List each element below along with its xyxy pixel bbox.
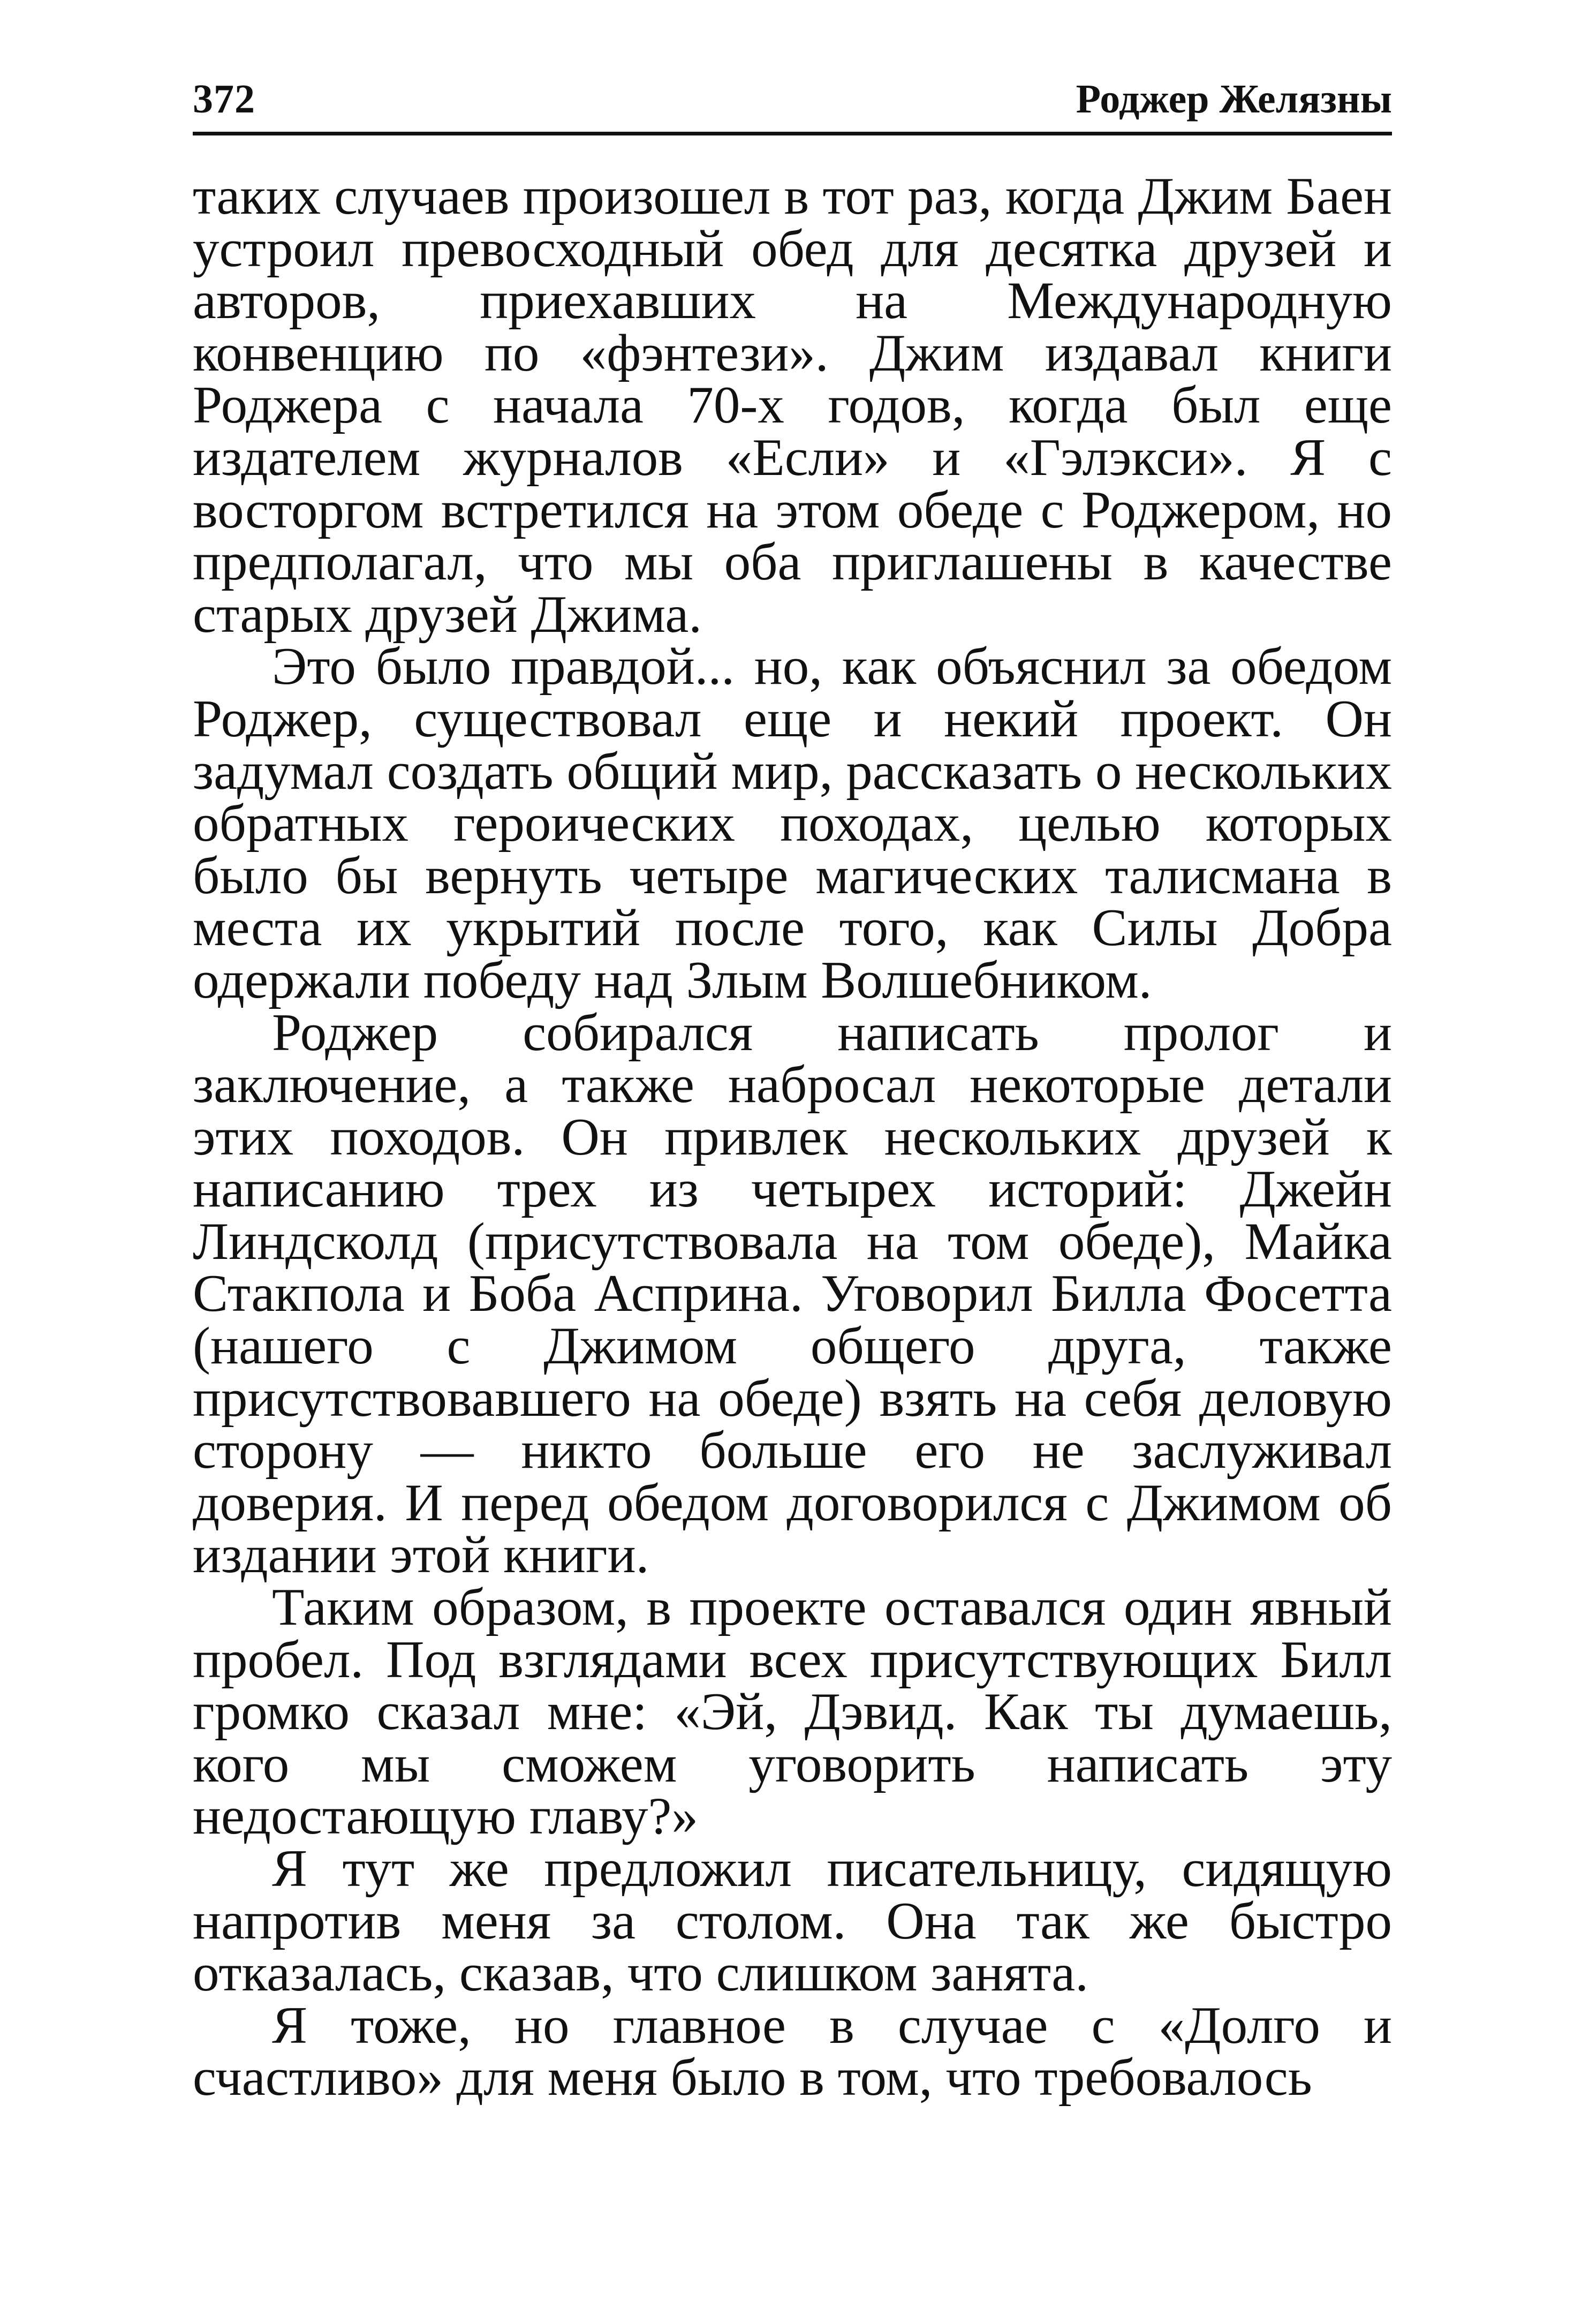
paragraph-continued: таких случаев произошел в тот раз, когда Джим Баен устроил превосходный обед для десятка друзей и авторов, приехавших на Международную конвенцию по «фэнтези». Джим издавал книги Роджера с начала 70-х годов, когда был еще издателем журналов «Если» и «Гэлэкси». Я с восторгом встретился на этом обеде с Роджером, но предполагал, что мы оба приглашены в качестве старых друзей Джима. — [193, 167, 1392, 644]
running-head-author: Роджер Желязны — [1076, 77, 1392, 122]
paragraph: Таким образом, в проекте оставался один явный пробел. Под взглядами всех присутствующих Билл громко сказал мне: «Эй, Дэвид. Как ты думаешь, кого мы сможем уговорить написать эту недостающую главу?» — [193, 1578, 1392, 1846]
page-number: 372 — [193, 77, 255, 122]
paragraph: Я тут же предложил писательницу, сидящую напротив меня за столом. Она так же быстро отказалась, сказав, что слишком занята. — [193, 1839, 1392, 2003]
header-rule — [193, 132, 1392, 135]
body-text — [193, 167, 1392, 2107]
paragraph: Я тоже, но главное в случае с «Долго и счастливо» для меня было в том, что требовалось — [193, 1996, 1392, 2107]
paragraph: Это было правдой... но, как объяснил за обедом Роджер, существовал еще и некий проект. Он задумал создать общий мир, рассказать о нескольких обратных героических походах, целью которых было бы вернуть четыре магических талисмана в места их укрытий после того, как Силы Добра одержали победу над Злым Волшебником. — [193, 637, 1392, 1009]
paragraph: Роджер собирался написать пролог и заключение, а также набросал некоторые детали этих походов. Он привлек нескольких друзей к написанию трех из четырех историй: Джейн Линдсколд (присутствовала на том обеде), Майка Стакпола и Боба Асприна. Уговорил Билла Фосетта (нашего с Джимом общего друга, также присутствовавшего на обеде) взять на себя деловую сторону — никто больше его не заслуживал доверия. И перед обедом договорился с Джимом об издании этой книги. — [193, 1003, 1392, 1584]
page-header — [193, 70, 1392, 129]
